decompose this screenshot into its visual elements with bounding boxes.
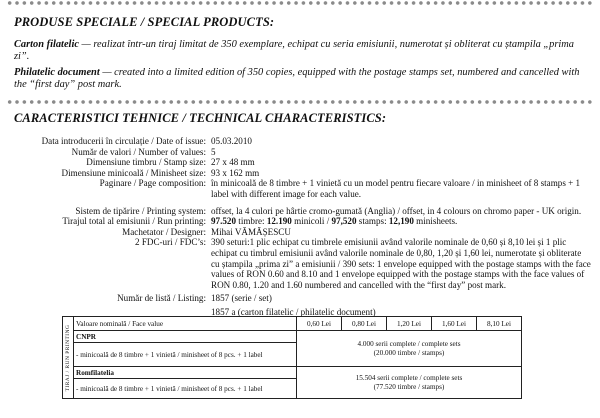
spec-label: Dimensiune minicoală / Minisheet size: (61, 167, 206, 178)
spec-label: Data introducerii în circulație / Date of issue: (41, 136, 206, 146)
value-header: 0,80 Lei (342, 317, 387, 331)
spec-value: 27 x 48 mm (211, 157, 255, 168)
spec-value: 390 seturi:1 plic echipat cu timbrele emisiunii având valorile nominale de 0,60 și 8,10 lei și 1 plic echipat cu timbrul emisiunii având valorile nominale de 0,80, 1,20 și 1,60 lei, numerotate și obliterate cu ștampila „prima zi” a emisiunii / 390 sets: 1 envelope equipped with the postage stamps with the face values of RON 0.60 and 8.10 and 1 envelope equipped with the postage stamps with the face values of RON 0.80, 1.20 and 1.60 numbered and cancelled with the “first day” post mark. (211, 237, 591, 290)
qty-romfilatelia (297, 367, 522, 399)
spec-row-values (0, 147, 600, 158)
listing-document: 1857 a (carton filatelic / philatelic document) (211, 306, 376, 317)
qty-sets: 4.000 serii complete / complete sets (357, 340, 461, 348)
minisheets-count-en: 12,190 (388, 216, 414, 227)
table-row (63, 367, 522, 379)
spec-row-page-composition (0, 178, 600, 199)
org-romfilatelia: Romfilatelia (74, 367, 297, 379)
spec-label: Machetator / Designer: (122, 226, 206, 237)
spec-label: Sistem de tipărire / Printing system: (75, 205, 206, 216)
stamps-text-en: stamps: (356, 216, 389, 227)
spec-row-fdc (0, 237, 600, 290)
qty-stamps: (77.520 timbre / stamps) (373, 382, 445, 391)
spec-label: Paginare / Page composition: (99, 178, 206, 189)
special-products-heading: PRODUSE SPECIALE / SPECIAL PRODUCTS: (14, 15, 275, 29)
spec-row-stamp-size (0, 157, 600, 168)
face-value-header: Valoare nominală / Face value (74, 317, 297, 331)
ro-description (14, 39, 586, 63)
spec-label: Număr de valori / Number of values: (71, 146, 206, 157)
org-cnpr: CNPR (74, 331, 297, 343)
spec-value (211, 216, 591, 227)
ro-title: Carton filatelic (14, 39, 79, 50)
spec-value: 5 (211, 146, 216, 157)
value-header: 0,60 Lei (297, 317, 342, 331)
spec-label: 2 FDC-uri / FDC’s: (135, 237, 206, 248)
vertical-label-cell (63, 317, 74, 399)
minisheets-count: 12.190 (266, 216, 292, 227)
stamps-text: timbre: (236, 216, 267, 227)
spec-row-designer (0, 227, 600, 238)
dotted-divider-middle (6, 99, 594, 105)
qty-cnpr (297, 331, 522, 367)
table-row (63, 331, 522, 343)
spec-value: Mihai VĂMĂȘESCU (211, 226, 291, 237)
ro-text: — realizat într-un tiraj limitat de 350 exemplare, echipat cu seria emisiunii, numerotat și obliterat cu ștampila „prima zi”. (14, 39, 574, 63)
spec-label: Tirajul total al emisiunii / Run printing: (62, 216, 206, 227)
en-description (14, 67, 586, 91)
spec-row-printing-system (0, 206, 600, 217)
qty-sets: 15.504 serii complete / complete sets (355, 374, 463, 382)
qty-stamps: (20.000 timbre / stamps) (373, 348, 445, 357)
dotted-divider-top (6, 0, 594, 6)
minisheets-text-en: minisheets. (413, 216, 458, 227)
value-header: 1,20 Lei (387, 317, 432, 331)
value-header: 8,10 Lei (477, 317, 522, 331)
technical-heading: CARACTERISTICI TEHNICE / TECHNICAL CHARACTERISTICS: (14, 111, 387, 125)
spec-label: Număr de listă / Listing: (117, 293, 206, 304)
desc-cnpr: - minicoală de 8 timbre + 1 vinietă / minisheet of 8 pcs. + 1 label (74, 343, 297, 367)
spec-row-date (0, 136, 600, 147)
minisheets-text: minicoli / (291, 216, 332, 227)
en-title: Philatelic document (14, 67, 100, 78)
table-header-row (63, 317, 522, 331)
vertical-label: TIRAJ / RUN PRINTING (65, 324, 71, 391)
run-printing-table (62, 316, 522, 399)
spec-row-minisheet-size (0, 168, 600, 179)
spec-row-run-printing (0, 216, 600, 227)
desc-romfilatelia: - minicoală de 8 timbre + 1 vinietă / minisheet of 8 pcs. + 1 label (74, 379, 297, 399)
spec-row-listing (0, 293, 600, 317)
listing-set: 1857 (serie / set) (211, 293, 272, 304)
stamps-count-en: 97,520 (331, 216, 357, 227)
stamps-count: 97.520 (211, 216, 237, 227)
spec-value: 05.03.2010 (211, 136, 252, 146)
spec-label: Dimensiune timbru / Stamp size: (86, 157, 206, 168)
en-text: — created into a limited edition of 350 copies, equipped with the postage stamps set, numbered and cancelled with the “first day” post mark. (14, 67, 580, 91)
technical-specs (0, 136, 600, 318)
value-header: 1,60 Lei (432, 317, 477, 331)
spec-value: offset, la 4 culori pe hârtie cromo-gumată (Anglia) / offset, in 4 colours on chromo paper - UK origin. (211, 205, 582, 216)
spec-value: în minicoală de 8 timbre + 1 vinietă cu un model pentru fiecare valoare / in minisheet of 8 stamps + 1 label with different image for each value. (211, 178, 581, 199)
spec-value (211, 293, 591, 317)
spec-value: 93 x 162 mm (211, 167, 260, 178)
